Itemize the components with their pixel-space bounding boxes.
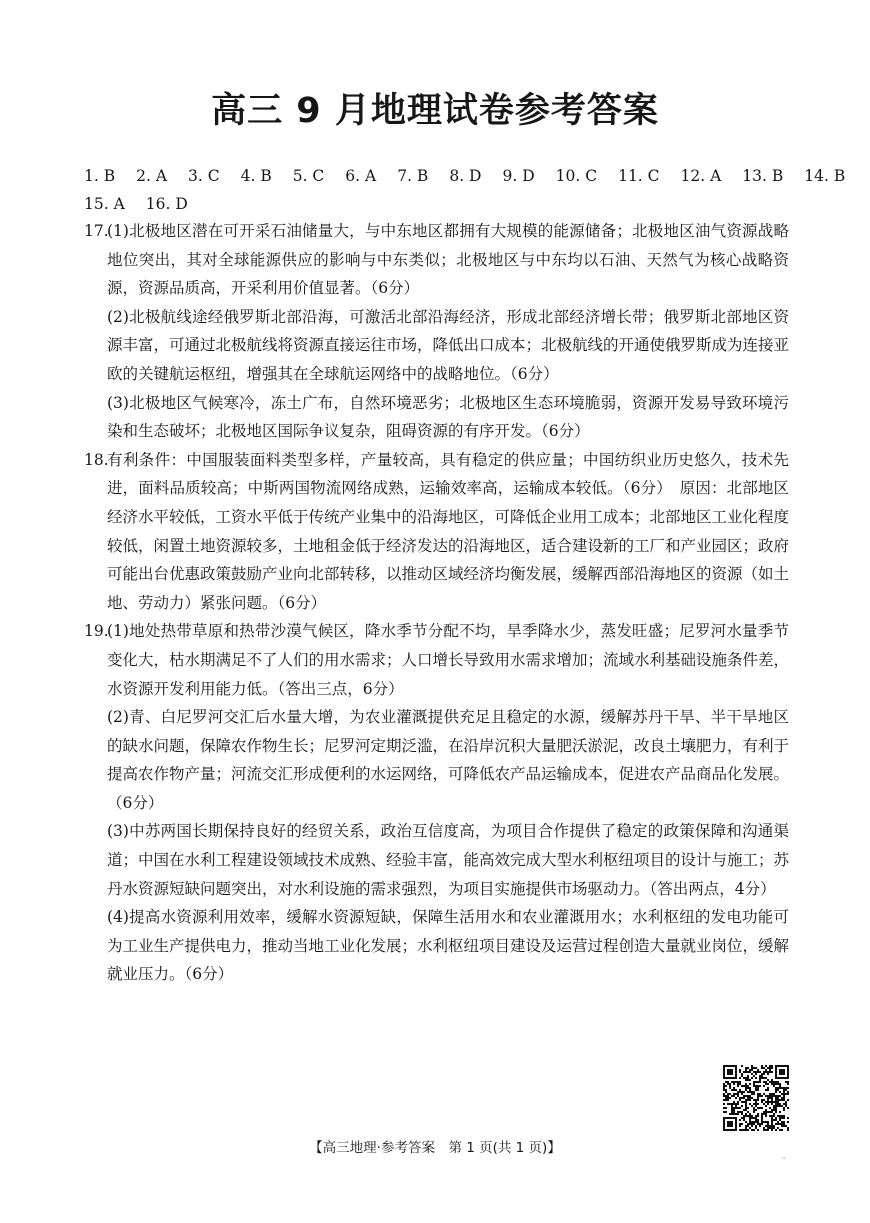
multiple-choice-answers <box>84 162 846 218</box>
question-18 <box>84 446 789 618</box>
mc-answer: 10. C <box>555 167 598 185</box>
mc-answer: 1. B <box>84 167 116 185</box>
page-title: 高三 9 月地理试卷参考答案 <box>211 91 659 131</box>
mc-answer: 12. A <box>680 167 722 185</box>
answer-body <box>84 217 789 989</box>
mc-answer: 2. A <box>136 167 168 185</box>
mc-answer: 9. D <box>502 167 535 185</box>
answer-17-2: (2)北极航线途经俄罗斯北部沿海，可激活北部沿海经济，形成北部经济增长带；俄罗斯北部地区资源丰富，可通过北极航线将资源直接运往市场，降低出口成本；北极航线的开通使俄罗斯成为连接亚欧的关键航运枢纽，增强其在全球航运网络中的战略地位。（6分） <box>107 307 790 383</box>
mc-answer: 3. C <box>188 167 220 185</box>
answer-19-3: (3)中苏两国长期保持良好的经贸关系，政治互信度高，为项目合作提供了稳定的政策保障和沟通渠道；中国在水利工程建设领域技术成熟、经验丰富，能高效完成大型水利枢纽项目的设计与施工；苏丹水资源短缺问题突出，对水利设施的需求强烈，为项目实施提供市场驱动力。（答出两点，4分） <box>107 822 790 898</box>
question-number: 18. <box>84 450 109 469</box>
qr-code-icon <box>723 1065 789 1131</box>
mc-answer: 16. D <box>145 195 188 213</box>
mc-answer: 15. A <box>84 195 125 213</box>
answer-19-1: (1)地处热带草原和热带沙漠气候区，降水季节分配不均，旱季降水少，蒸发旺盛；尼罗河水量季节变化大，枯水期满足不了人们的用水需求；人口增长导致用水需求增加；流域水利基础设施条件差，水资源开发利用能力低。（答出三点，6分） <box>107 622 790 698</box>
question-number: 17. <box>84 222 109 240</box>
answer-18: 有利条件：中国服装面料类型多样，产量较高，具有稳定的供应量；中国纺织业历史悠久，技术先进，面料品质较高；中斯两国物流网络成熟，运输效率高，运输成本较低。（6分） 原因：北部地区经济水平较低，工资水平低于传统产业集中的沿海地区，可降低企业用工成本；北部地区工业化程度较低，闲置土地资源较多，土地租金低于经济发达的沿海地区，适合建设新的工厂和产业园区；政府可能出台优惠政策鼓励产业向北部转移，以推动区域经济均衡发展，缓解西部沿海地区的资源（如土地、劳动力）紧张问题。（6分） <box>107 450 790 612</box>
mc-answer: 14. B <box>804 167 846 185</box>
question-17 <box>84 217 789 446</box>
mc-answer: 4. B <box>240 167 272 185</box>
corner-mark: ·· <box>781 1154 787 1163</box>
question-number: 19. <box>84 622 109 641</box>
question-19 <box>84 617 789 989</box>
mc-answer: 8. D <box>449 167 482 185</box>
answer-19-2: (2)青、白尼罗河交汇后水量大增，为农业灌溉提供充足且稳定的水源，缓解苏丹干旱、半干旱地区的缺水问题，保障农作物生长；尼罗河定期泛滥，在沿岸沉积大量肥沃淤泥，改良土壤肥力，有利于提高农作物产量；河流交汇形成便利的水运网络，可降低农产品运输成本，促进农产品商品化发展。（6分） <box>107 708 790 812</box>
mc-answer: 13. B <box>742 167 784 185</box>
mc-row-2 <box>84 190 804 218</box>
answer-17-3: (3)北极地区气候寒冷，冻土广布，自然环境恶劣；北极地区生态环境脆弱，资源开发易导致环境污染和生态破坏；北极地区国际争议复杂，阻碍资源的有序开发。（6分） <box>107 393 789 441</box>
mc-answer: 7. B <box>397 167 429 185</box>
page-footer: 【高三地理·参考答案 第 1 页(共 1 页)】 <box>309 1140 561 1156</box>
answer-17-1: (1)北极地区潜在可开采石油储量大，与中东地区都拥有大规模的能源储备；北极地区油气资源战略地位突出，其对全球能源供应的影响与中东类似；北极地区与中东均以石油、天然气为核心战略资源，资源品质高，开采利用价值显著。（6分） <box>107 222 789 298</box>
mc-row-1 <box>84 162 846 190</box>
mc-answer: 11. C <box>618 167 660 185</box>
mc-answer: 6. A <box>345 167 377 185</box>
mc-answer: 5. C <box>292 167 325 185</box>
answer-19-4: (4)提高水资源利用效率，缓解水资源短缺，保障生活用水和农业灌溉用水；水利枢纽的发电功能可为工业生产提供电力，推动当地工业化发展；水利枢纽项目建设及运营过程创造大量就业岗位，缓解就业压力。（6分） <box>107 908 790 984</box>
